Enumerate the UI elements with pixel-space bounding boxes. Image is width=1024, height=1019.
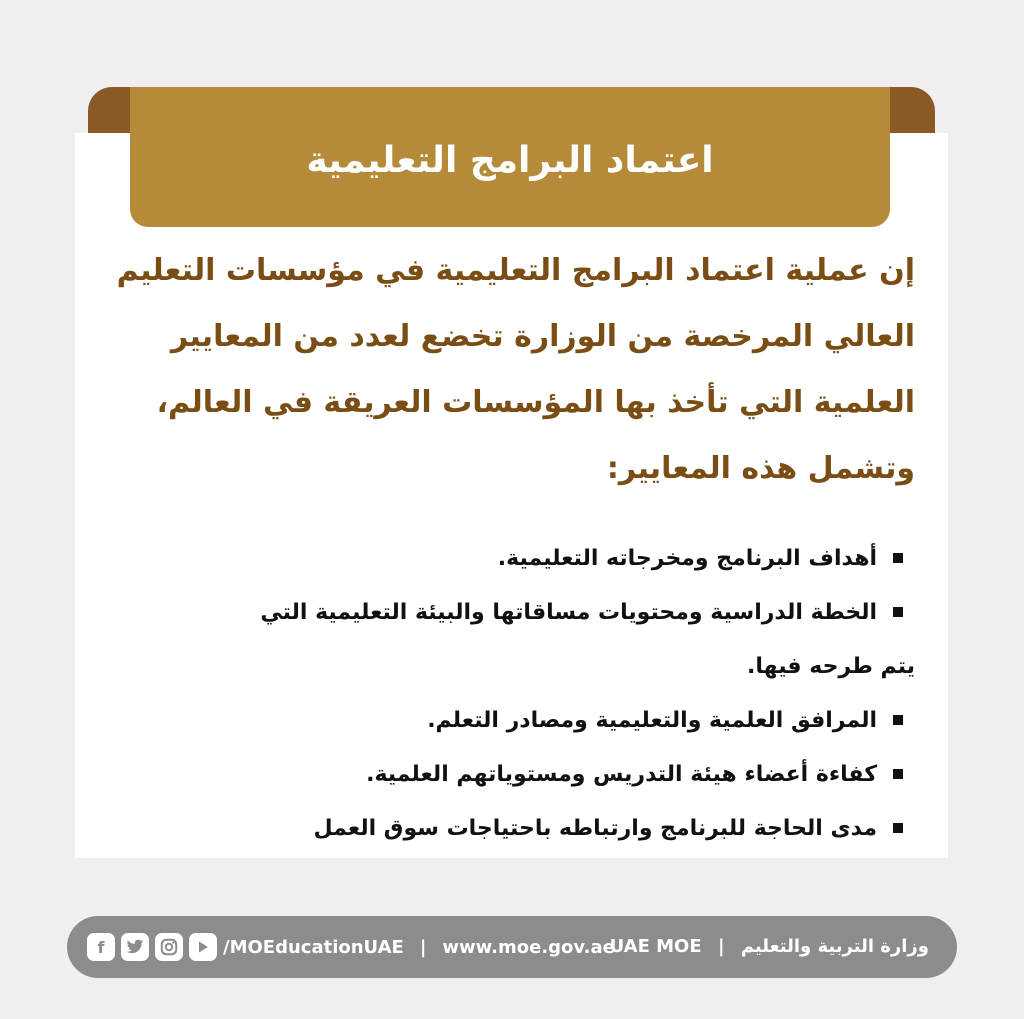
list-item-text: الخطة الدراسية ومحتويات مساقاتها والبيئة التعليمية التي <box>260 600 877 625</box>
criteria-list <box>150 532 915 856</box>
list-item <box>150 532 915 586</box>
footer-bar <box>67 916 957 978</box>
ministry-name: وزارة التربية والتعليم <box>740 936 929 957</box>
square-bullet-icon <box>893 823 903 833</box>
website-link[interactable]: www.moe.gov.ae <box>442 936 615 958</box>
list-item-text: مدى الحاجة للبرنامج وارتباطه باحتياجات سوق العمل <box>313 816 877 841</box>
list-item <box>150 802 915 856</box>
list-item-text: المرافق العلمية والتعليمية ومصادر التعلم. <box>427 708 877 733</box>
square-bullet-icon <box>893 607 903 617</box>
square-bullet-icon <box>893 715 903 725</box>
list-item <box>150 748 915 802</box>
title-banner <box>130 87 890 227</box>
square-bullet-icon <box>893 769 903 779</box>
list-item <box>150 586 915 640</box>
ministry-label <box>610 916 929 978</box>
intro-line: العلمية التي تأخذ بها المؤسسات العريقة في العالم، <box>156 385 915 420</box>
facebook-icon[interactable]: f <box>87 933 115 961</box>
intro-line: إن عملية اعتماد البرامج التعليمية في مؤسسات التعليم <box>116 253 915 288</box>
ministry-abbr: UAE MOE <box>609 936 702 957</box>
list-item-text: أهداف البرنامج ومخرجاته التعليمية. <box>497 546 877 571</box>
youtube-icon[interactable] <box>189 933 217 961</box>
footer-separator: | <box>419 936 427 958</box>
list-item <box>150 694 915 748</box>
instagram-icon[interactable] <box>155 933 183 961</box>
intro-paragraph <box>105 238 915 502</box>
list-item-continuation: يتم طرحه فيها. <box>747 654 915 679</box>
social-links <box>87 916 615 978</box>
list-item-text: كفاءة أعضاء هيئة التدريس ومستوياتهم العلمية. <box>366 762 877 787</box>
intro-line: العالي المرخصة من الوزارة تخضع لعدد من المعايير <box>170 319 915 354</box>
page-title: اعتماد البرامج التعليمية <box>306 139 714 181</box>
intro-line: وتشمل هذه المعايير: <box>606 451 915 486</box>
social-handle[interactable]: /MOEducationUAE <box>223 936 404 958</box>
square-bullet-icon <box>893 553 903 563</box>
twitter-icon[interactable] <box>121 933 149 961</box>
footer-separator: | <box>717 936 725 957</box>
